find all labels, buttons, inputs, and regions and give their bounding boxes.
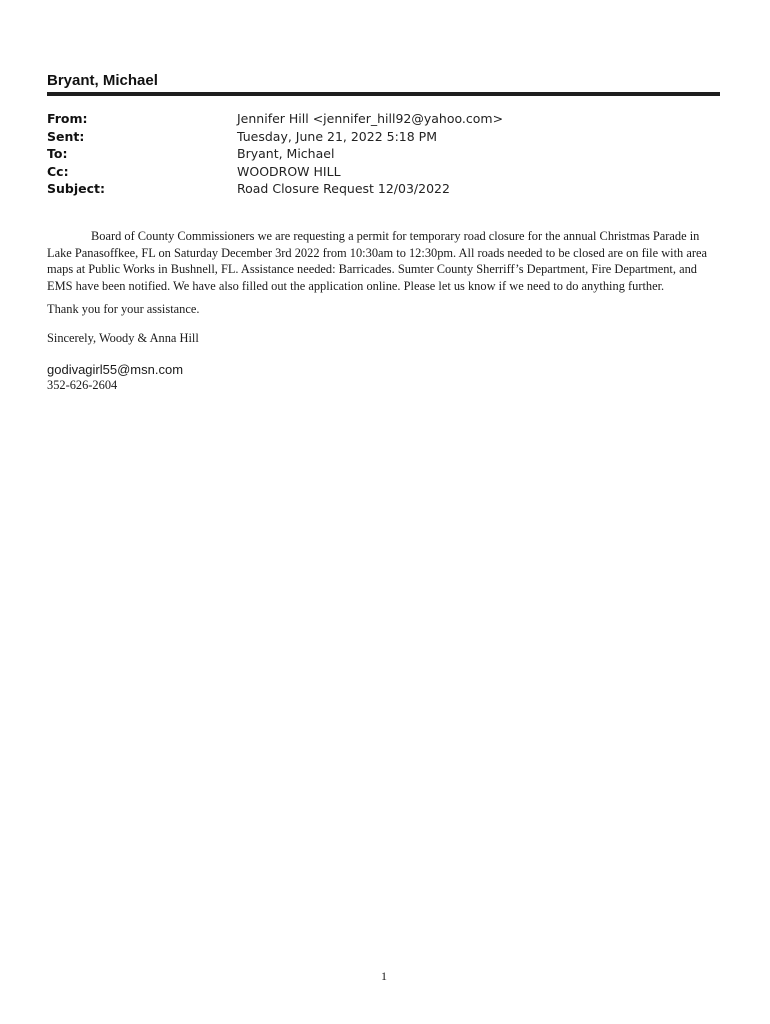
page-number: 1 (381, 969, 387, 983)
header-row-to (47, 145, 647, 163)
subject-label: Subject: (47, 181, 105, 196)
body-paragraph: Board of County Commissioners we are requesting a permit for temporary road closure for the annual Christmas Parade in Lake Panasoffkee, FL on Saturday December 3rd 2022 from 10:30am to 12:30pm. All roads needed to be closed are on file with area maps at Public Works in Bushnell, FL. Assistance needed: Barricades. Sumter County Sherriff’s Department, Fire Department, and EMS have been notified. We have also filled out the application online. Please let us know if we need to do anything further. (47, 229, 707, 293)
to-value: Bryant, Michael (237, 146, 335, 161)
header-row-sent (47, 128, 647, 146)
contact-phone: 352-626-2604 (47, 378, 118, 392)
cc-label: Cc: (47, 163, 69, 179)
email-header (47, 110, 647, 198)
header-row-from (47, 110, 647, 128)
header-row-subject (47, 180, 647, 198)
cc-value: WOODROW HILL (237, 163, 341, 179)
from-value: Jennifer Hill <jennifer_hill92@yahoo.com> (237, 111, 504, 126)
header-divider (47, 92, 720, 96)
subject-value: Road Closure Request 12/03/2022 (237, 181, 450, 196)
sign-off: Sincerely, Woody & Anna Hill (47, 331, 199, 345)
contact-email: godivagirl55@msn.com (47, 362, 184, 377)
email-body (47, 228, 719, 294)
header-row-cc (47, 163, 647, 181)
sent-value: Tuesday, June 21, 2022 5:18 PM (237, 128, 437, 144)
sent-label: Sent: (47, 128, 85, 144)
thanks-line: Thank you for your assistance. (47, 302, 200, 316)
sender-heading: Bryant, Michael (47, 72, 158, 89)
to-label: To: (47, 146, 68, 161)
from-label: From: (47, 111, 88, 126)
